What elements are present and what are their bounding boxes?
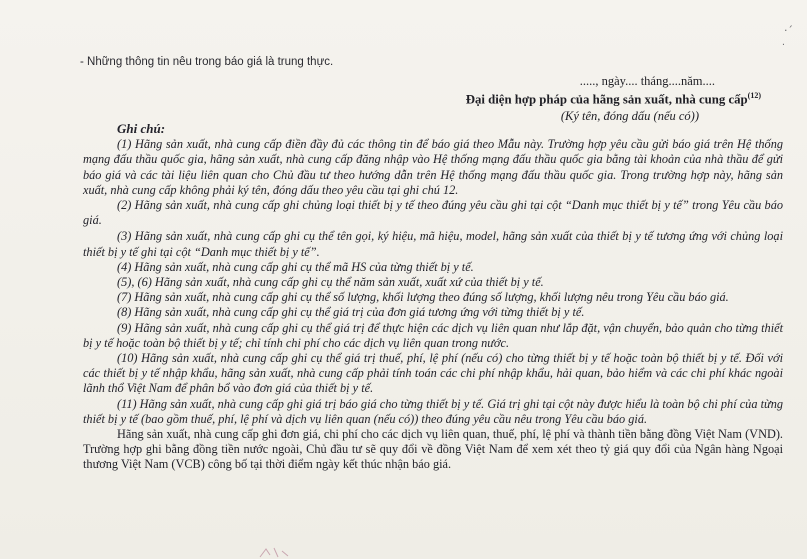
sign-instruction: (Ký tên, đóng dấu (nếu có)) [560,109,699,123]
notes-title: Ghi chú: [117,121,166,136]
note-item: (7) Hãng sản xuất, nhà cung cấp ghi cụ thể số lượng, khối lượng theo đúng số lượng, khối lượng nêu trong Yêu cầu báo giá. [117,290,729,305]
commitment-statement: - Những thông tin nêu trong báo giá là trung thực. [80,56,334,68]
note-item: (10) Hãng sản xuất, nhà cung cấp ghi cụ thể giá trị thuế, phí, lệ phí (nếu có) cho từng thiết bị y tế hoặc toàn bộ thiết bị y tế. Đối với các thiết bị y tế nhập khẩu, hãng sản xuất, nhà cung cấp phải tính toán các chi phí nhập khẩu, hải quan, bảo hiểm và các chi phí khác ngoài lãnh thổ Việt Nam để phân bổ vào đơn giá của thiết bị y tế. [83,351,783,396]
stamp-fragment [258,545,298,559]
note-item: (4) Hãng sản xuất, nhà cung cấp ghi cụ thể mã HS của từng thiết bị y tế. [117,259,474,274]
note-item: Hãng sản xuất, nhà cung cấp ghi đơn giá, chi phí cho các dịch vụ liên quan, thuế, phí, lệ phí và thành tiền bằng đồng Việt Nam (VND). Trường hợp ghi bằng đồng tiền nước ngoài, Chủ đầu tư sẽ quy đổi về đồng Việt Nam để xem xét theo tỷ giá quy đổi của Ngân hàng Ngoại thương Việt Nam (VCB) công bố tại thời điểm ngày kết thúc nhận báo giá. [83,427,783,472]
note-item: (2) Hãng sản xuất, nhà cung cấp ghi chủng loại thiết bị y tế theo đúng yêu cầu ghi tại cột “Danh mục thiết bị y tế” trong Yêu cầu báo giá. [83,198,783,228]
note-item: (5), (6) Hãng sản xuất, nhà cung cấp ghi cụ thể năm sản xuất, xuất xứ của thiết bị y tế. [117,275,544,290]
note-item: (1) Hãng sản xuất, nhà cung cấp điền đầy đủ các thông tin để báo giá theo Mẫu này. Trường hợp yêu cầu gửi báo giá trên Hệ thống mạng đấu thầu quốc gia, hãng sản xuất, nhà cung cấp đăng nhập vào Hệ thống mạng đấu thầu quốc gia bằng tài khoản của nhà thầu để gửi báo giá và các tài liệu liên quan cho Chủ đầu tư theo hướng dẫn trên Hệ thống mạng đấu thầu quốc gia. Trong trường hợp này, hãng sản xuất, nhà cung cấp không phải ký tên, đóng dấu theo yêu cầu tại ghi chú 12. [83,137,783,197]
footnote-ref: (12) [747,91,761,100]
note-item: (3) Hãng sản xuất, nhà cung cấp ghi cụ thể tên gọi, ký hiệu, mã hiệu, model, hãng sản xuất của thiết bị y tế tương ứng với chủng loại thiết bị y tế ghi tại cột “Danh mục thiết bị y tế”. [83,229,783,259]
legal-representative-label [466,91,761,107]
scan-mark: · [781,40,785,51]
notes-section [83,121,783,473]
scan-mark: ·´ [784,24,793,37]
date-line: ....., ngày.... tháng....năm.... [579,74,715,88]
representative-text: Đại diện hợp pháp của hãng sản xuất, nhà cung cấp [465,92,748,107]
note-item: (11) Hãng sản xuất, nhà cung cấp ghi giá trị báo giá cho từng thiết bị y tế. Giá trị ghi tại cột này được hiểu là toàn bộ chi phí của từng thiết bị y tế (bao gồm thuế, phí, lệ phí và dịch vụ liên quan (nếu có)) theo đúng yêu cầu nêu trong Yêu cầu báo giá. [83,396,783,426]
note-item: (8) Hãng sản xuất, nhà cung cấp ghi cụ thể giá trị của đơn giá tương ứng với từng thiết bị y tế. [117,305,585,320]
note-item: (9) Hãng sản xuất, nhà cung cấp ghi cụ thể giá trị để thực hiện các dịch vụ liên quan như lắp đặt, vận chuyển, bảo quản cho từng thiết bị y tế hoặc toàn bộ thiết bị y tế; chỉ tính chi phí cho các dịch vụ liên quan trong nước. [83,320,783,350]
